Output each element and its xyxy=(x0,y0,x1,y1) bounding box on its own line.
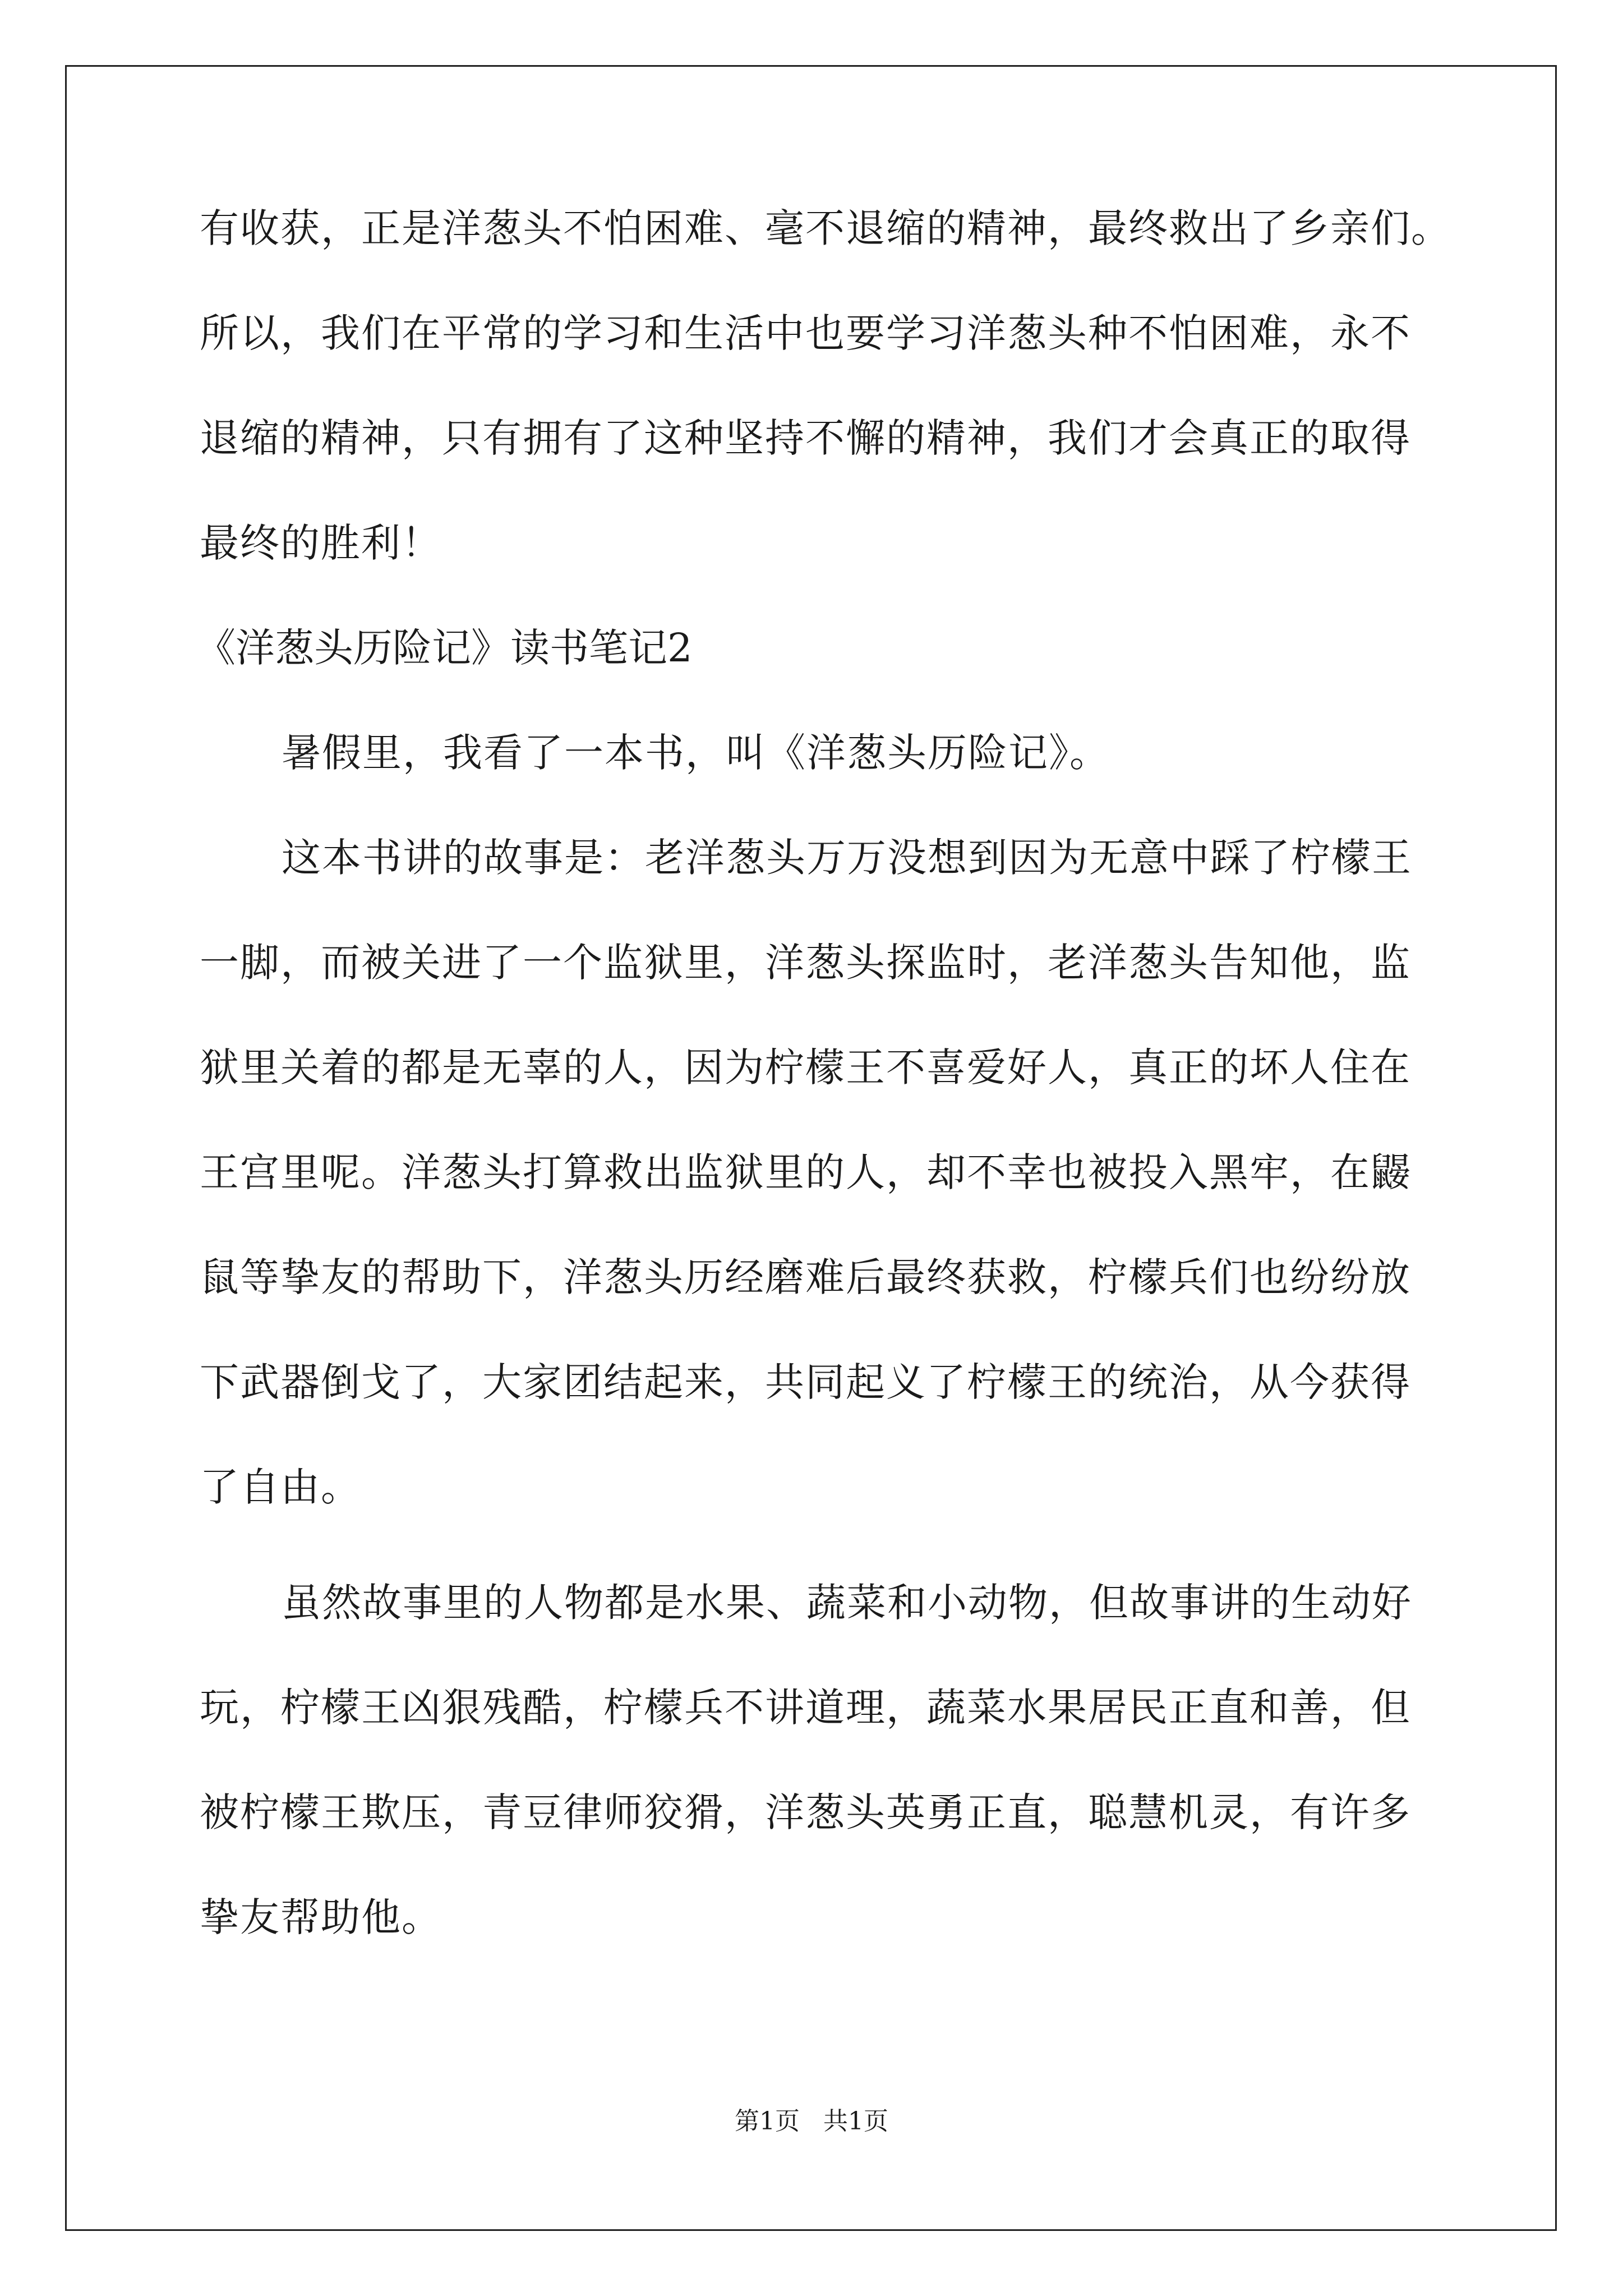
paragraph-line: 有收获，正是洋葱头不怕困难、毫不退缩的精神，最终救出了乡亲们。 xyxy=(200,205,1451,251)
paragraph-line: 这本书讲的故事是：老洋葱头万万没想到因为无意中踩了柠檬王 xyxy=(282,835,1412,881)
paragraph-line: 了自由。 xyxy=(200,1464,361,1510)
section-title: 《洋葱头历险记》读书笔记2 xyxy=(196,625,693,671)
paragraph-line: 下武器倒戈了，大家团结起来，共同起义了柠檬王的统治，从今获得 xyxy=(200,1359,1411,1405)
page-number: 第1页 xyxy=(735,2107,800,2136)
page-total: 共1页 xyxy=(823,2107,888,2136)
paragraph-line: 王宫里呢。洋葱头打算救出监狱里的人，却不幸也被投入黑牢，在鼹 xyxy=(200,1149,1411,1195)
paragraph-line: 所以，我们在平常的学习和生活中也要学习洋葱头种不怕困难，永不 xyxy=(200,310,1411,356)
paragraph-line: 暑假里，我看了一本书，叫《洋葱头历险记》。 xyxy=(282,730,1110,776)
paragraph-line: 挚友帮助他。 xyxy=(200,1894,442,1940)
document-body xyxy=(196,202,1451,1996)
page-footer xyxy=(0,2106,1623,2137)
paragraph-line: 退缩的精神，只有拥有了这种坚持不懈的精神，我们才会真正的取得 xyxy=(200,415,1411,461)
paragraph-line: 虽然故事里的人物都是水果、蔬菜和小动物，但故事讲的生动好 xyxy=(282,1580,1412,1626)
paragraph-line: 鼠等挚友的帮助下，洋葱头历经磨难后最终获救，柠檬兵们也纷纷放 xyxy=(200,1254,1411,1300)
paragraph-line: 狱里关着的都是无辜的人，因为柠檬王不喜爱好人，真正的坏人住在 xyxy=(200,1045,1411,1091)
paragraph-line: 玩，柠檬王凶狠残酷，柠檬兵不讲道理，蔬菜水果居民正直和善，但 xyxy=(200,1685,1411,1731)
paragraph-line: 一脚，而被关进了一个监狱里，洋葱头探监时，老洋葱头告知他，监 xyxy=(200,940,1411,986)
paragraph-line: 最终的胜利！ xyxy=(200,520,442,566)
paragraph-line: 被柠檬王欺压，青豆律师狡猾，洋葱头英勇正直，聪慧机灵，有许多 xyxy=(200,1789,1411,1835)
